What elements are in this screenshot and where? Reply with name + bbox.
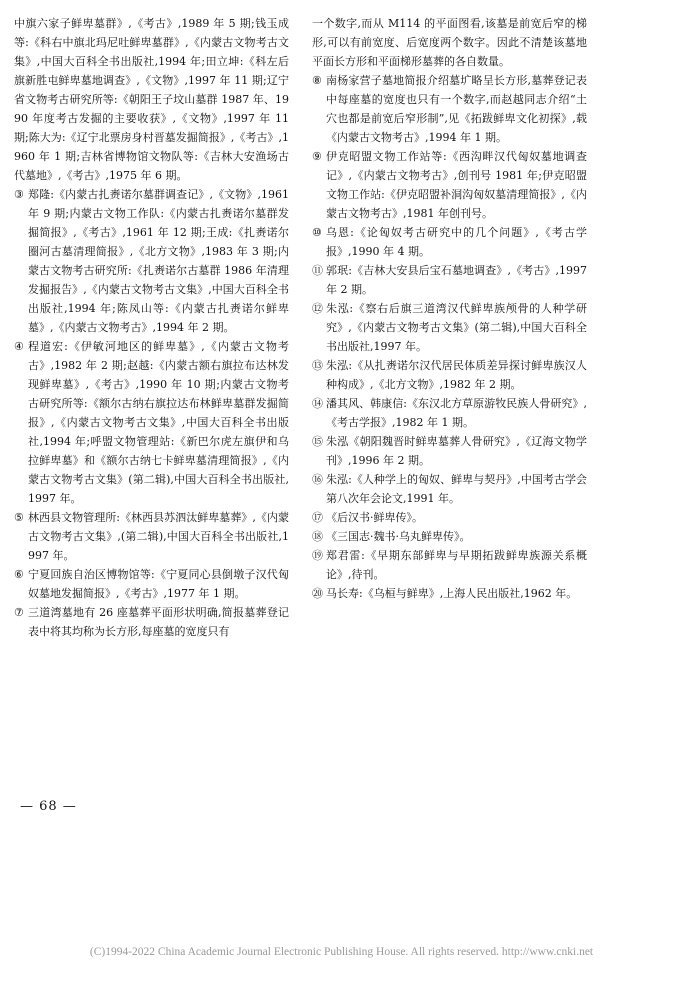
footnote-marker: ⑭ [312, 397, 323, 410]
footnote [312, 261, 587, 299]
footnote-text: 《后汉书·鲜卑传》。 [326, 511, 423, 524]
footnote-marker: ⑰ [312, 511, 323, 524]
footnote-text: 《三国志·魏书·乌丸鲜卑传》。 [326, 530, 471, 543]
footnote-text: 潘其风、韩康信:《东汉北方草原游牧民族人骨研究》,《考古学报》,1982 年 1 期。 [326, 397, 587, 429]
right-notes-column [312, 14, 587, 603]
footnote-marker: ⑧ [312, 74, 322, 87]
footnote-text: 朱泓:《从扎赉诺尔汉代居民体质差异探讨鲜卑族汉人种构成》,《北方文物》,1982 年 2 期。 [326, 359, 587, 391]
footnote-marker: ⑲ [312, 549, 323, 562]
footnote [312, 71, 587, 147]
left-notes-column [14, 14, 289, 641]
footnote-text: 朱泓:《察右后旗三道湾汉代鲜卑族颅骨的人种学研究》,《内蒙古文物考古文集》(第二辑),中国大百科全书出版社,1997 年。 [326, 302, 587, 353]
footnote [14, 603, 289, 641]
footnote-marker: ⑥ [14, 568, 24, 581]
footnote-text: 伊克昭盟文物工作站等:《西沟畔汉代匈奴墓地调查记》,《内蒙古文物考古》,创刊号 1981 年;伊克昭盟文物工作站:《伊克昭盟补洞沟匈奴墓清理简报》,《内蒙古文物考古》,1981 年创刊号。 [326, 150, 587, 220]
footnote [14, 508, 289, 565]
footnote-text: 乌恩:《论匈奴考古研究中的几个问题》,《考古学报》,1990 年 4 期。 [326, 226, 587, 258]
footnote-text: 朱泓《朝阳魏晋时鲜卑墓葬人骨研究》,《辽海文物学刊》,1996 年 2 期。 [326, 435, 587, 467]
footnote-text: 宁夏回族自治区博物馆等:《宁夏同心县倒墩子汉代匈奴墓地发掘简报》,《考古》,1977 年 1 期。 [28, 568, 289, 600]
footnote-marker: ⑪ [312, 264, 323, 277]
footnote [312, 584, 587, 603]
footnote-text: 三道湾墓地有 26 座墓葬平面形状明确,简报墓葬登记表中将其均称为长方形,每座墓的宽度只有 [28, 606, 289, 638]
footnote-text: 一个数字,而从 M114 的平面图看,该墓是前宽后窄的梯形,可以有前宽度、后宽度两个数字。因此不清楚该墓地平面长方形和平面梯形墓葬的各自数量。 [312, 17, 587, 68]
footnote [14, 185, 289, 337]
footnote [312, 432, 587, 470]
footnote [312, 147, 587, 223]
footnote [312, 299, 587, 356]
footnote-text: 郭珉:《吉林大安县后宝石墓地调查》,《考古》,1997 年 2 期。 [326, 264, 587, 296]
footnote-marker: ④ [14, 340, 24, 353]
footnote [312, 508, 587, 527]
footnote-text: 林西县文物管理所:《林西县苏泗汰鲜卑墓葬》,《内蒙古文物考古文集》,(第二辑),中国大百科全书出版社,1997 年。 [28, 511, 289, 562]
footnote-marker: ③ [14, 188, 24, 201]
footnote-marker: ⑮ [312, 435, 323, 448]
footnote-text: 郑君雷:《早期东部鲜卑与早期拓跋鲜卑族源关系概论》,待刊。 [326, 549, 587, 581]
footnote [312, 470, 587, 508]
footnote-text: 郑隆:《内蒙古扎赉诺尔墓群调查记》,《文物》,1961 年 9 期;内蒙古文物工作队:《内蒙古扎赉诺尔墓群发掘简报》,《考古》,1961 年 12 期;王成:《扎赉诺尔圈河古墓清理简报》,《北方文物》,1983 年 3 期;内蒙古文物考古研究所:《扎赉诺尔古墓群 1986 年清理发掘报告》,《内蒙古文物考古文集》,中国大百科全书出版社,1994 年;陈凤山等:《内蒙古扎赉诺尔鲜卑墓》,《内蒙古文物考古》,1994 年 2 期。 [28, 188, 289, 334]
footnote-marker: ⑳ [312, 587, 323, 600]
footnote [312, 546, 587, 584]
page-number: — 68 — [20, 799, 77, 814]
footnote [14, 565, 289, 603]
footnote-text: 马长寿:《乌桓与鲜卑》,上海人民出版社,1962 年。 [326, 587, 578, 600]
footnote-marker: ⑩ [312, 226, 322, 239]
footnote-text: 朱泓:《人种学上的匈奴、鲜卑与契丹》,中国考古学会第八次年会论文,1991 年。 [326, 473, 587, 505]
footnote-marker: ⑯ [312, 473, 323, 486]
footnote-continuation [312, 14, 587, 71]
copyright-footer: (C)1994-2022 China Academic Journal Electronic Publishing House. All rights reserved. http://www.cnki.net [89, 946, 594, 958]
footnote [312, 394, 587, 432]
footnote [312, 356, 587, 394]
footnote-marker: ⑦ [14, 606, 24, 619]
footnote-marker: ⑫ [312, 302, 323, 315]
footnote-continuation [14, 14, 289, 185]
footnote-marker: ⑱ [312, 530, 323, 543]
footnote-text: 南杨家营子墓地简报介绍墓圹略呈长方形,墓葬登记表中每座墓的宽度也只有一个数字,而赵越同志介绍“土穴也都是前宽后窄形制”,见《拓跋鲜卑文化初探》,载《内蒙古文物考古》,1994 年 1 期。 [326, 74, 587, 144]
footnote [14, 337, 289, 508]
footnote-text: 中旗六家子鲜卑墓群》,《考古》,1989 年 5 期;钱玉成等:《科右中旗北玛尼吐鲜卑墓群》,《内蒙古文物考古文集》,中国大百科全书出版社,1994 年;田立坤:《科左后旗新胜屯鲜卑墓地调查》,《文物》,1997 年 11 期;辽宁省文物考古研究所等:《朝阳王子坟山墓群 1987 年、1990 年度考古发掘的主要收获》,《文物》,1997 年 11 期;陈大为:《辽宁北票房身村晋墓发掘简报》,《考古》,1960 年 1 期;吉林省博物馆文物队等:《吉林大安渔场古代墓地》,《考古》,1975 年 6 期。 [14, 17, 289, 182]
footnote [312, 223, 587, 261]
footnote [312, 527, 587, 546]
footnote-marker: ⑬ [312, 359, 323, 372]
footnote-text: 程道宏:《伊敏河地区的鲜卑墓》,《内蒙古文物考古》,1982 年 2 期;赵越:《内蒙古额右旗拉布达林发现鲜卑墓》,《考古》,1990 年 10 期;内蒙古文物考古研究所等:《额尔古纳右旗拉达布林鲜卑墓群发掘简报》,《内蒙古文物考古文集》,中国大百科全书出版社,1994 年;呼盟文物管理站:《新巴尔虎左旗伊和乌拉鲜卑墓》和《额尔古纳七卡鲜卑墓清理简报》,《内蒙古文物考古文集》(第二辑),中国大百科全书出版社,1997 年。 [28, 340, 289, 505]
footnote-marker: ⑤ [14, 511, 24, 524]
footnote-marker: ⑨ [312, 150, 322, 163]
